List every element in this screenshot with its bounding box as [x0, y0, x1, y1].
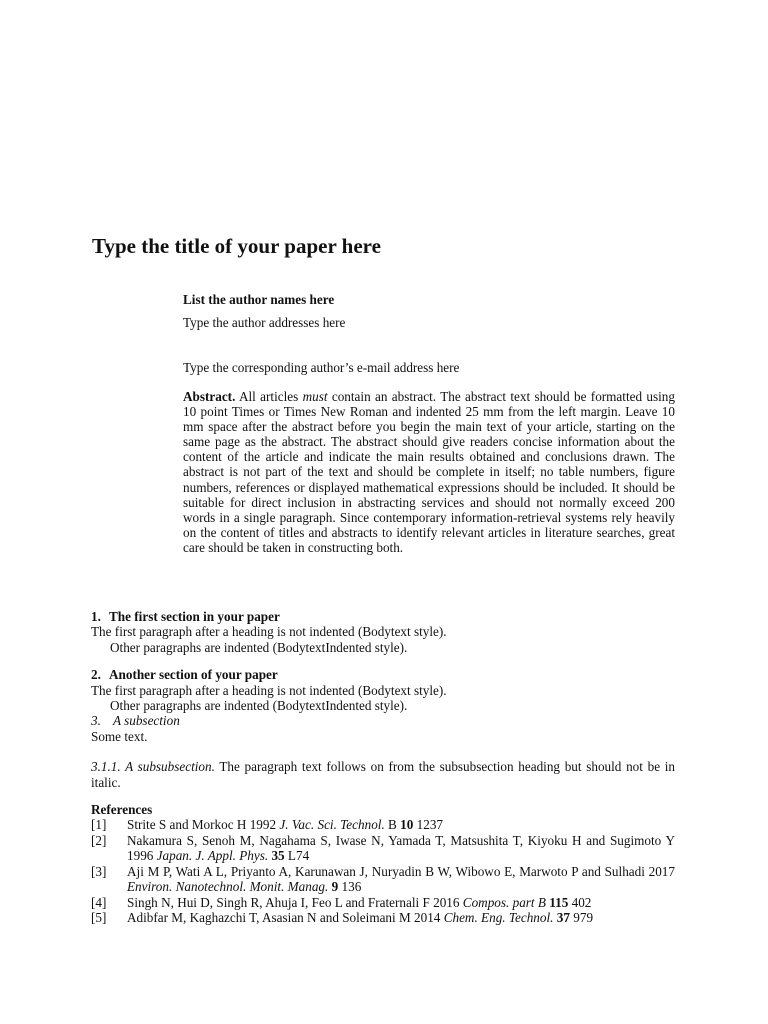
subsubsection-text: The paragraph text follows on from the subsubsection heading but should not be in italic. — [91, 759, 675, 790]
reference-number: [5] — [91, 909, 107, 925]
section-number: 1. — [91, 609, 101, 624]
spacer — [91, 744, 675, 759]
body-paragraph: The first paragraph after a heading is not indented (Bodytext style). — [91, 682, 447, 698]
reference-item — [91, 910, 675, 925]
reference-authors: Nakamura S, Senoh M, Nagahama S, Iwase N, Yamada T, Matsushita T, Kiyoku H and Sugimoto Y 1996 — [127, 832, 675, 864]
paper-title: Type the title of your paper here — [92, 234, 381, 258]
reference-number: [1] — [91, 817, 107, 833]
section-heading — [91, 667, 675, 682]
reference-journal: Chem. Eng. Technol. — [443, 909, 554, 925]
main-body — [91, 609, 675, 925]
subsection-number: 3. — [91, 713, 101, 729]
reference-volume: 37 — [556, 909, 570, 925]
reference-list — [91, 817, 675, 925]
section-heading — [91, 609, 675, 624]
reference-authors: Aji M P, Wati A L, Priyanto A, Karunawan J, Nuryadin B W, Wibowo E, Marwoto P and Sulhadi 2017 — [127, 863, 675, 879]
reference-volume: 9 — [331, 879, 339, 895]
corresponding-email: Type the corresponding author’s e-mail address here — [183, 360, 460, 375]
references-heading: References — [91, 802, 153, 818]
reference-pages: 402 — [568, 894, 592, 910]
reference-authors: Adibfar M, Kaghazchi T, Asasian N and Soleimani M 2014 — [127, 909, 444, 925]
reference-authors: Singh N, Hui D, Singh R, Ahuja I, Feo L and Fraternali F 2016 — [127, 894, 463, 910]
abstract-label: Abstract. — [183, 389, 236, 404]
reference-volume: 35 — [271, 848, 285, 864]
reference-number: [2] — [91, 832, 107, 848]
section-number: 2. — [91, 667, 101, 683]
section-title: Another section of your paper — [109, 667, 278, 683]
reference-item — [91, 864, 675, 895]
author-names: List the author names here — [183, 292, 335, 307]
reference-item — [91, 833, 675, 864]
subsection-heading — [91, 713, 675, 728]
spacer — [91, 790, 675, 802]
reference-journal: Japan. J. Appl. Phys. — [156, 848, 269, 864]
subsubsection-paragraph — [91, 759, 675, 790]
reference-pages: 136 — [338, 879, 362, 895]
reference-pages: 1237 — [413, 817, 443, 833]
abstract-text-part1: All articles — [235, 389, 303, 404]
body-paragraph-indented: Other paragraphs are indented (BodytextIndented style). — [110, 698, 408, 714]
abstract-text-part2: contain an abstract. The abstract text should be formatted using 10 point Times or Times New Roman and indented 25 mm from the left margin. Leave 10 mm space after the abstract before you begin the main text of your article, starting on the same page as the abstract. The abstract should give readers concise information about the content of the article and indicate the main results obtained and conclusions drawn. The abstract is not part of the text and should be complete in itself; no table numbers, figure numbers, references or displayed mathematical expressions should be included. It should be suitable for direct inclusion in abstracting services and should not normally exceed 200 words in a single paragraph. Since contemporary information-retrieval systems rely heavily on the content of titles and abstracts to identify relevant articles in literature searches, great care should be taken in constructing both. — [183, 389, 675, 555]
reference-pages: L74 — [284, 848, 310, 864]
reference-number: [3] — [91, 863, 107, 879]
body-paragraph: The first paragraph after a heading is not indented (Bodytext style). — [91, 624, 447, 640]
reference-item — [91, 817, 675, 832]
spacer — [91, 655, 675, 667]
author-addresses: Type the author addresses here — [183, 315, 346, 330]
reference-number: [4] — [91, 894, 107, 910]
reference-pages: 979 — [569, 909, 594, 925]
reference-journal: Compos. part B — [462, 894, 546, 910]
abstract-must-emphasis: must — [302, 389, 328, 404]
reference-journal: Environ. Nanotechnol. Monit. Manag. — [127, 879, 329, 895]
reference-item — [91, 895, 675, 910]
reference-volume: 115 — [549, 894, 569, 910]
reference-volume: 10 — [400, 817, 414, 833]
subsection-text: Some text. — [91, 728, 148, 744]
subsubsection-heading: 3.1.1. A subsubsection. — [91, 759, 215, 775]
body-paragraph-indented: Other paragraphs are indented (BodytextIndented style). — [110, 639, 408, 655]
subsection-title: A subsection — [113, 713, 180, 729]
reference-series: B — [384, 817, 401, 833]
section-title: The first section in your paper — [109, 609, 280, 624]
reference-journal: J. Vac. Sci. Technol. — [279, 817, 385, 833]
abstract — [183, 389, 675, 555]
reference-authors: Strite S and Morkoc H 1992 — [127, 817, 280, 833]
